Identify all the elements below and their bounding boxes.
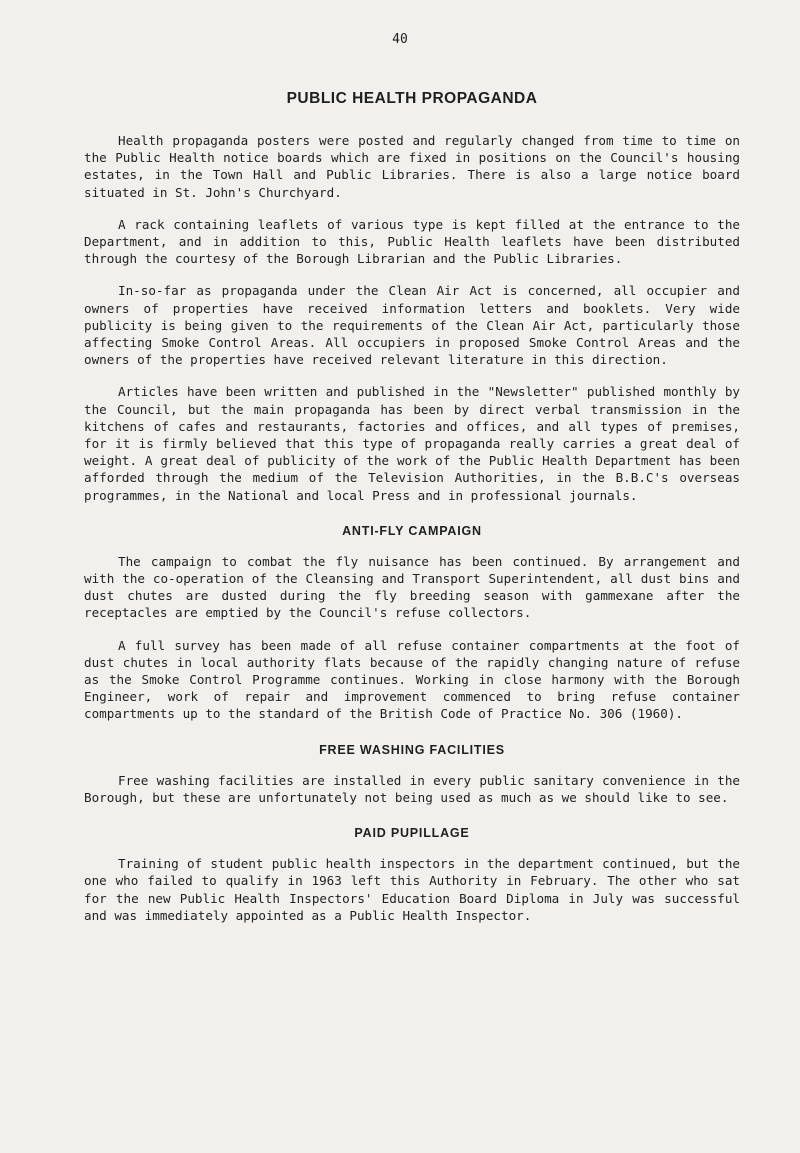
intro-paragraph: Health propaganda posters were posted and regularly changed from time to time on the Public Health notice boards which are fixed in positions on the Council's housing estates, in the Town Hall and Public Libraries. There is also a large notice board situated in St. John's Churchyard. — [84, 133, 740, 200]
section-paragraph: The campaign to combat the fly nuisance has been continued. By arrangement and with the co-operation of the Cleansing and Transport Superintendent, all dust bins and dust chutes are dusted during the fly breeding season with gammexane after the receptacles are emptied by the Council's refuse collectors. — [84, 553, 740, 621]
section-paragraph: A full survey has been made of all refuse container compartments at the foot of dust chutes in local authority flats because of the rapidly changing nature of refuse as the Smoke Control Programme continues. Working in close harmony with the Borough Engineer, work of repair and improvement commenced to bring refuse container compartments up to the standard of the British Code of Practice No. 306 (1960). — [84, 637, 740, 722]
page-content — [84, 90, 740, 939]
section-paragraph: Free washing facilities are installed in every public sanitary convenience in the Borough, but these are unfortunately not being used as much as we should like to see. — [84, 772, 740, 805]
section-heading-free-washing-facilities: FREE WASHING FACILITIES — [319, 742, 505, 757]
intro-paragraph: A rack containing leaflets of various type is kept filled at the entrance to the Department, and in addition to this, Public Health leaflets have been distributed through the courtesy of the Borough Librarian and the Public Libraries. — [84, 216, 740, 267]
section-heading-anti-fly-campaign: ANTI-FLY CAMPAIGN — [342, 523, 482, 538]
page-number: 40 — [392, 32, 408, 47]
section-paragraph: Training of student public health inspectors in the department continued, but the one who failed to qualify in 1963 left this Authority in February. The other who sat for the new Public Health Inspectors' Education Board Diploma in July was successful and was immediately appointed as a Public Health Inspector. — [84, 856, 740, 923]
intro-paragraph: Articles have been written and published in the "Newsletter" published monthly by the Council, but the main propaganda has been by direct verbal transmission in the kitchens of cafes and restaurants, factories and offices, and all types of premises, for it is firmly believed that this type of propaganda really carries a great deal of weight. A great deal of publicity of the work of the Public Health Department has been afforded through the medium of the Television Authorities, in the B.B.C's overseas programmes, in the National and local Press and in professional journals. — [84, 384, 740, 503]
page-title: PUBLIC HEALTH PROPAGANDA — [286, 90, 538, 107]
intro-paragraph: In-so-far as propaganda under the Clean Air Act is concerned, all occupier and owners of properties have received information letters and booklets. Very wide publicity is being given to the requirements of the Clean Air Act, particularly those affecting Smoke Control Areas. All occupiers in proposed Smoke Control Areas and the owners of the properties have received relevant literature in this direction. — [84, 283, 740, 368]
section-heading-paid-pupillage: PAID PUPILLAGE — [354, 826, 470, 841]
